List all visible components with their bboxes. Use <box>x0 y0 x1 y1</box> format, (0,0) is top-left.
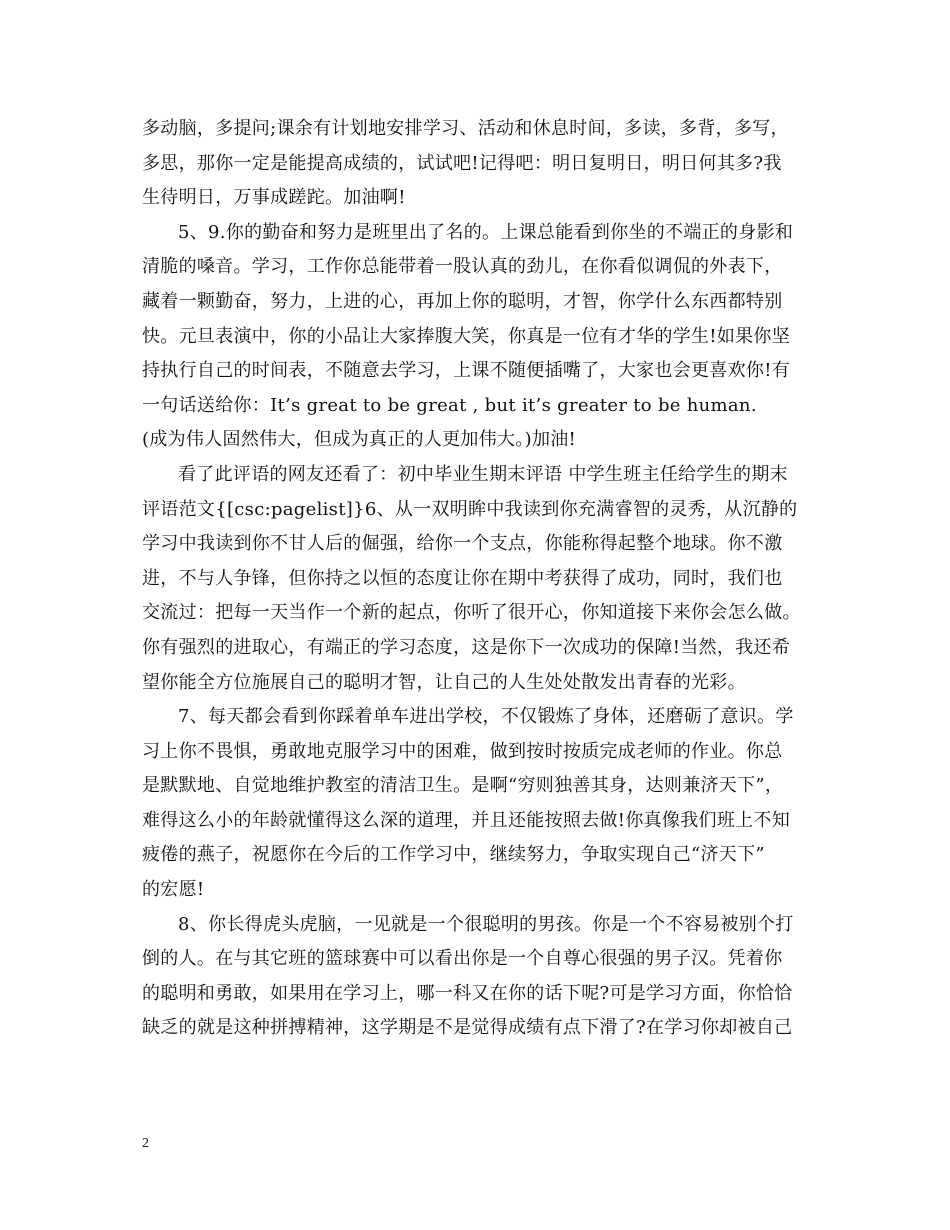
paragraph-start-line: 看了此评语的网友还看了：初中毕业生期末评语 中学生班主任给学生的期末 <box>178 463 788 485</box>
text-line: 学习中我读到你不甘人后的倔强，给你一个支点，你能称得起整个地球。你不激 <box>142 533 783 555</box>
text-line: 多思，那你一定是能提高成绩的，试试吧!记得吧：明日复明日，明日何其多?我 <box>142 152 782 174</box>
text-line: 交流过：把每一天当作一个新的起点，你听了很开心，你知道接下来你会怎么做。 <box>142 602 801 624</box>
text-line: 的宏愿! <box>142 879 205 901</box>
text-line: 一句话送给你：It’s great to be great , but it’s greater to be human. <box>142 394 757 416</box>
text-line: 多动脑，多提问;课余有计划地安排学习、活动和休息时间，多读，多背，多写， <box>142 118 789 139</box>
text-line: 望你能全方位施展自己的聪明才智，让自己的人生处处散发出青春的光彩。 <box>142 671 746 693</box>
text-line: 习上你不畏惧，勇敢地克服学习中的困难，做到按时按质完成老师的作业。你总 <box>142 740 783 762</box>
text-line: 倒的人。在与其它班的篮球赛中可以看出你是一个自尊心很强的男子汉。凭着你 <box>142 948 783 970</box>
text-line: 评语范文{[csc:pagelist]}6、从一双明眸中我读到你充满睿智的灵秀，从沉静的 <box>142 498 798 520</box>
text-line: 的聪明和勇敢，如果用在学习上，哪一科又在你的话下呢?可是学习方面，你恰恰 <box>142 982 793 1004</box>
paragraph-start-line: 5、9.你的勤奋和努力是班里出了名的。上课总能看到你坐的不端正的身影和 <box>178 221 794 243</box>
text-line: 你有强烈的进取心，有端正的学习态度，这是你下一次成功的保障!当然，我还希 <box>142 636 791 658</box>
text-line: 疲倦的燕子，祝愿你在今后的工作学习中，继续努力，争取实现自己“济天下” <box>142 844 765 866</box>
text-line: 难得这么小的年龄就懂得这么深的道理，并且还能按照去做!你真像我们班上不知 <box>142 809 791 831</box>
text-line: 进，不与人争锋，但你持之以恒的态度让你在期中考获得了成功，同时，我们也 <box>142 567 783 589</box>
text-line: 持执行自己的时间表，不随意去学习，上课不随便插嘴了，大家也会更喜欢你!有 <box>142 360 791 382</box>
text-line: 缺乏的就是这种拼搏精神，这学期是不是觉得成绩有点下滑了?在学习你却被自己 <box>142 1017 793 1039</box>
text-line: 是默默地、自觉地维护教室的清洁卫生。是啊“穷则独善其身，达则兼济天下”， <box>142 775 784 797</box>
text-line: 快。元旦表演中，你的小品让大家捧腹大笑，你真是一位有才华的学生!如果你坚 <box>142 325 791 347</box>
text-line: 清脆的嗓音。学习，工作你总能带着一股认真的劲儿，在你看似调侃的外表下， <box>142 256 783 278</box>
page-number: 2 <box>142 1136 149 1151</box>
paragraph-start-line: 8、你长得虎头虎脑，一见就是一个很聪明的男孩。你是一个不容易被别个打 <box>178 913 794 935</box>
document-body <box>142 112 822 1046</box>
text-line: 生待明日，万事成蹉跎。加油啊! <box>142 187 406 209</box>
text-line: 藏着一颗勤奋，努力，上进的心，再加上你的聪明，才智，你学什么东西都特别 <box>142 290 783 312</box>
text-line: (成为伟人固然伟大，但成为真正的人更加伟大。)加油! <box>142 429 577 451</box>
paragraph-start-line: 7、每天都会看到你踩着单车进出学校，不仅锻炼了身体，还磨砺了意识。学 <box>178 706 794 728</box>
